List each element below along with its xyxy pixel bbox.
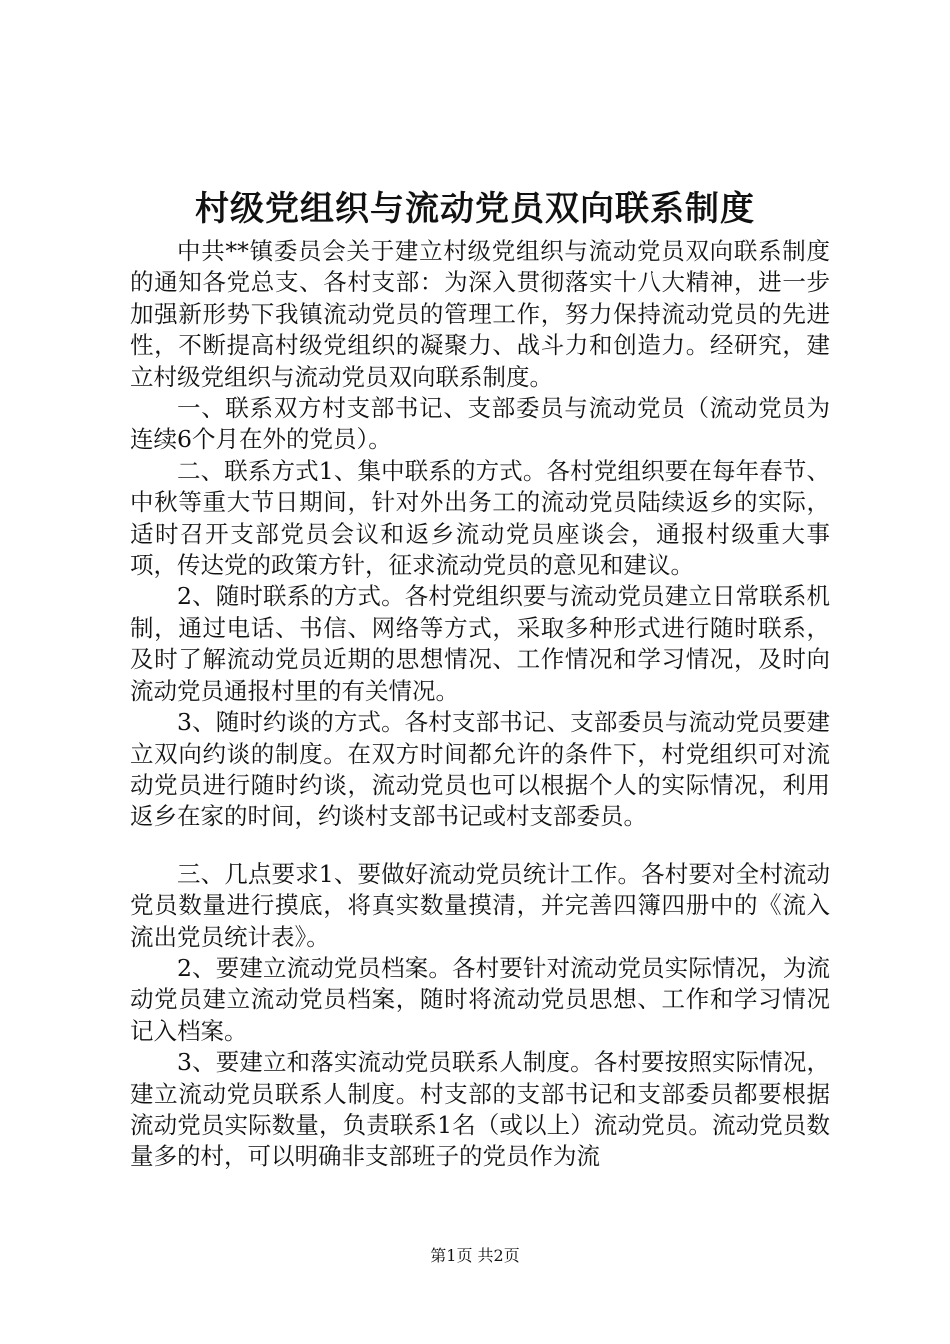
paragraph-section-2-item-2: 2、随时联系的方式。各村党组织要与流动党员建立日常联系机制，通过电话、书信、网络等方式，采取多种形式进行随时联系，及时了解流动党员近期的思想情况、工作情况和学习情况，及时向流动党员通报村里的有关情况。: [130, 582, 830, 705]
document-title: 村级党组织与流动党员双向联系制度: [195, 189, 755, 229]
paragraph-section-1: 一、联系双方村支部书记、支部委员与流动党员（流动党员为连续6个月在外的党员）。: [130, 394, 830, 454]
paragraph-section-3-item-2: 2、要建立流动党员档案。各村要针对流动党员实际情况，为流动党员建立流动党员档案，随时将流动党员思想、工作和学习情况记入档案。: [130, 953, 830, 1045]
paragraph-section-3-item-3: 3、要建立和落实流动党员联系人制度。各村要按照实际情况，建立流动党员联系人制度。村支部的支部书记和支部委员都要根据流动党员实际数量，负责联系1名（或以上）流动党员。流动党员数量多的村，可以明确非支部班子的党员作为流: [130, 1048, 830, 1171]
document-body: [130, 236, 830, 1173]
page-number-footer: 第1页 共2页: [430, 1246, 520, 1265]
paragraph-intro: 中共**镇委员会关于建立村级党组织与流动党员双向联系制度的通知各党总支、各村支部：为深入贯彻落实十八大精神，进一步加强新形势下我镇流动党员的管理工作，努力保持流动党员的先进性，不断提高村级党组织的凝聚力、战斗力和创造力。经研究，建立村级党组织与流动党员双向联系制度。: [130, 237, 830, 391]
paragraph-section-2-item-3: 3、随时约谈的方式。各村支部书记、支部委员与流动党员要建立双向约谈的制度。在双方时间都允许的条件下，村党组织可对流动党员进行随时约谈，流动党员也可以根据个人的实际情况，利用返乡在家的时间，约谈村支部书记或村支部委员。: [130, 708, 830, 831]
paragraph-section-2: 二、联系方式1、集中联系的方式。各村党组织要在每年春节、中秋等重大节日期间，针对外出务工的流动党员陆续返乡的实际，适时召开支部党员会议和返乡流动党员座谈会，通报村级重大事项，传达党的政策方针，征求流动党员的意见和建议。: [130, 456, 830, 580]
paragraph-section-3: 三、几点要求1、要做好流动党员统计工作。各村要对全村流动党员数量进行摸底，将真实数量摸清，并完善四簿四册中的《流入流出党员统计表》。: [130, 859, 830, 951]
